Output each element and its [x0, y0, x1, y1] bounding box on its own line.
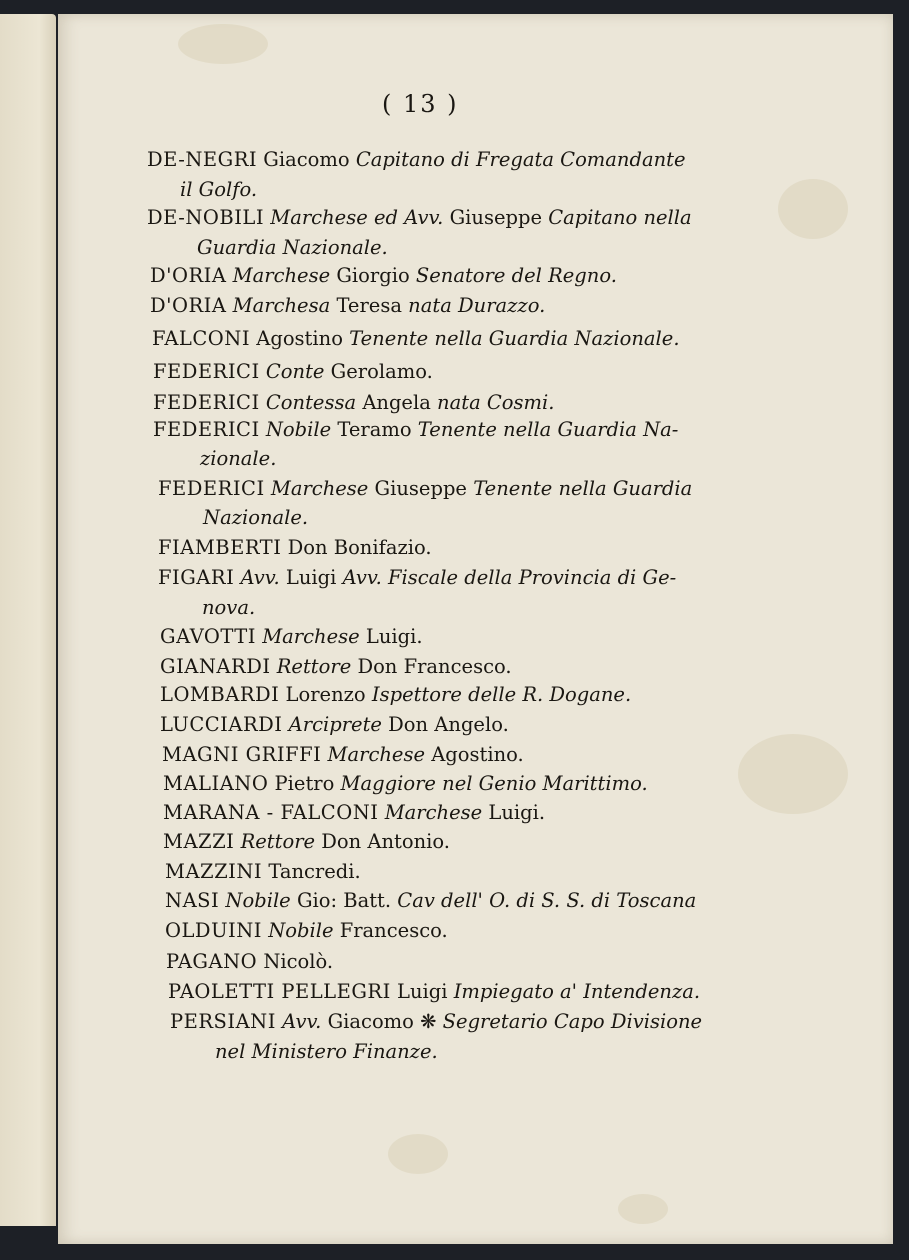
entry-title-italic: Marchese: [327, 743, 426, 766]
entry-given-name: Giuseppe: [449, 206, 543, 229]
list-entry: [158, 566, 676, 590]
entry-given-name: Angela: [362, 391, 431, 414]
entry-given-name: Don Angelo.: [388, 713, 509, 736]
entry-surname: GIANARDI: [160, 655, 271, 678]
entry-given-name: Don Francesco.: [357, 655, 512, 678]
entry-title-italic: Tenente nella Guardia: [473, 477, 693, 500]
list-entry: [150, 294, 545, 318]
entry-title-italic: Nobile: [225, 889, 291, 912]
entry-surname: LUCCIARDI: [160, 713, 283, 736]
entry-title-italic: Avv. Fiscale della Provincia di Ge-: [342, 566, 677, 589]
entry-given-name: Gio: Batt.: [296, 889, 392, 912]
entry-surname: D'ORIA: [150, 294, 227, 317]
entry-given-name: Giacomo: [263, 148, 350, 171]
entry-continuation: Nazionale.: [203, 506, 309, 529]
entry-title-italic: Marchesa: [232, 294, 331, 317]
entry-surname: FIAMBERTI: [158, 536, 282, 559]
entry-given-name: Giacomo: [327, 1010, 414, 1033]
list-entry: [166, 950, 333, 974]
entry-surname: FEDERICI: [158, 477, 265, 500]
entry-given-name: ❋: [420, 1010, 437, 1033]
entry-title-italic: Cav dell' O. di S. S. di Toscana: [397, 889, 697, 912]
entry-title-italic: Segretario Capo Divisione: [442, 1010, 703, 1033]
list-entry: [165, 889, 696, 913]
entry-given-name: Luigi.: [365, 625, 423, 648]
list-entry: [160, 683, 631, 707]
entry-title-italic: Impiegato a' Intendenza.: [453, 980, 701, 1003]
entry-title-italic: Contessa: [265, 391, 357, 414]
entry-title-italic: Nobile: [265, 418, 332, 441]
list-entry: [163, 830, 450, 854]
entry-title-italic: Nobile: [268, 919, 334, 942]
entry-continuation: Guardia Nazionale.: [197, 236, 388, 259]
entry-title-italic: Capitano nella: [548, 206, 692, 229]
list-entry: [170, 1010, 702, 1034]
list-entry: [160, 655, 512, 679]
entry-title-italic: Maggiore nel Genio Marittimo.: [340, 772, 648, 795]
entry-given-name: Don Bonifazio.: [287, 536, 432, 559]
entry-surname: LOMBARDI: [160, 683, 280, 706]
list-entry: [153, 418, 678, 442]
entry-title-italic: Ispettore delle R. Dogane.: [371, 683, 632, 706]
entry-surname: D'ORIA: [150, 264, 227, 287]
entry-given-name: Giorgio: [336, 264, 410, 287]
list-entry: [160, 625, 423, 649]
entry-continuation: nova.: [202, 596, 256, 619]
entry-given-name: Nicolò.: [263, 950, 334, 973]
left-page-edge: [0, 14, 56, 1226]
entry-title-italic: Marchese: [384, 801, 483, 824]
entry-title-italic: nata Cosmi.: [437, 391, 555, 414]
entry-surname: FIGARI: [158, 566, 235, 589]
list-entry: [163, 801, 545, 825]
entry-surname: FEDERICI: [153, 391, 260, 414]
entry-surname: PERSIANI: [170, 1010, 276, 1033]
entry-given-name: Giuseppe: [374, 477, 467, 500]
entry-surname: FEDERICI: [153, 360, 260, 383]
list-entry: [158, 477, 692, 501]
entry-title-italic: Senatore del Regno.: [415, 264, 617, 287]
list-entry: [158, 536, 432, 560]
entry-title-italic: Marchese ed: [270, 206, 398, 229]
entry-given-name: Pietro: [274, 772, 335, 795]
entry-given-name: Teresa: [336, 294, 402, 317]
entry-surname: MAZZINI: [165, 860, 263, 883]
list-entry: [165, 919, 448, 943]
entry-surname: MALIANO: [163, 772, 269, 795]
list-entry: [153, 360, 433, 384]
list-entry: [163, 772, 648, 796]
entry-continuation: il Golfo.: [180, 178, 258, 201]
entry-given-name: Tancredi.: [268, 860, 361, 883]
entry-given-name: Francesco.: [339, 919, 448, 942]
list-entry: [162, 743, 524, 767]
entry-title-italic: Marchese: [270, 477, 369, 500]
entry-surname: MAZZI: [163, 830, 235, 853]
entry-surname: DE-NOBILI: [147, 206, 265, 229]
entry-surname: OLDUINI: [165, 919, 262, 942]
entry-continuation: zionale.: [200, 447, 277, 470]
entry-surname: FEDERICI: [153, 418, 260, 441]
entry-title-italic: Tenente nella Guardia Nazionale.: [349, 327, 680, 350]
entry-surname: MAGNI GRIFFI: [162, 743, 322, 766]
entry-title-italic: Tenente nella Guardia Na-: [417, 418, 679, 441]
entry-title-italic: Rettore: [240, 830, 316, 853]
list-entry: [147, 206, 692, 230]
list-entry: [152, 327, 680, 351]
entry-title-italic: Rettore: [276, 655, 352, 678]
entry-surname: DE-NEGRI: [147, 148, 258, 171]
entry-given-name: Teramo: [337, 418, 412, 441]
entry-surname: FALCONI: [152, 327, 251, 350]
entry-title-italic: Marchese: [232, 264, 331, 287]
entry-given-name: Gerolamo.: [330, 360, 433, 383]
list-entry: [147, 148, 686, 172]
entry-surname: NASI: [165, 889, 220, 912]
entry-title-italic: Avv.: [282, 1010, 322, 1033]
entry-given-name: Agostino.: [431, 743, 524, 766]
entry-title-italic: Conte: [265, 360, 325, 383]
entry-continuation: nel Ministero Finanze.: [215, 1040, 438, 1063]
entry-title-italic: Arciprete: [288, 713, 382, 736]
entry-given-name: Don Antonio.: [321, 830, 451, 853]
entry-surname: PAGANO: [166, 950, 258, 973]
entry-surname: MARANA - FALCONI: [163, 801, 379, 824]
entry-title-italic: Marchese: [262, 625, 360, 648]
entry-given-name: Luigi.: [488, 801, 546, 824]
list-entry: [168, 980, 700, 1004]
entry-title-italic: nata Durazzo.: [408, 294, 546, 317]
entry-given-name: Lorenzo: [285, 683, 366, 706]
list-entry: [160, 713, 509, 737]
entry-given-name: Luigi: [285, 566, 337, 589]
entry-title-italic: Avv.: [404, 206, 444, 229]
list-entry: [153, 391, 555, 415]
entry-title-italic: Avv.: [240, 566, 280, 589]
entry-surname: PAOLETTI PELLEGRI: [168, 980, 391, 1003]
entry-given-name: Agostino: [256, 327, 343, 350]
page-number: ( 13 ): [382, 90, 459, 118]
entry-surname: GAVOTTI: [160, 625, 256, 648]
entry-title-italic: Capitano di Fregata Comandante: [355, 148, 686, 171]
list-entry: [150, 264, 617, 288]
list-entry: [165, 860, 361, 884]
entry-given-name: Luigi: [397, 980, 448, 1003]
